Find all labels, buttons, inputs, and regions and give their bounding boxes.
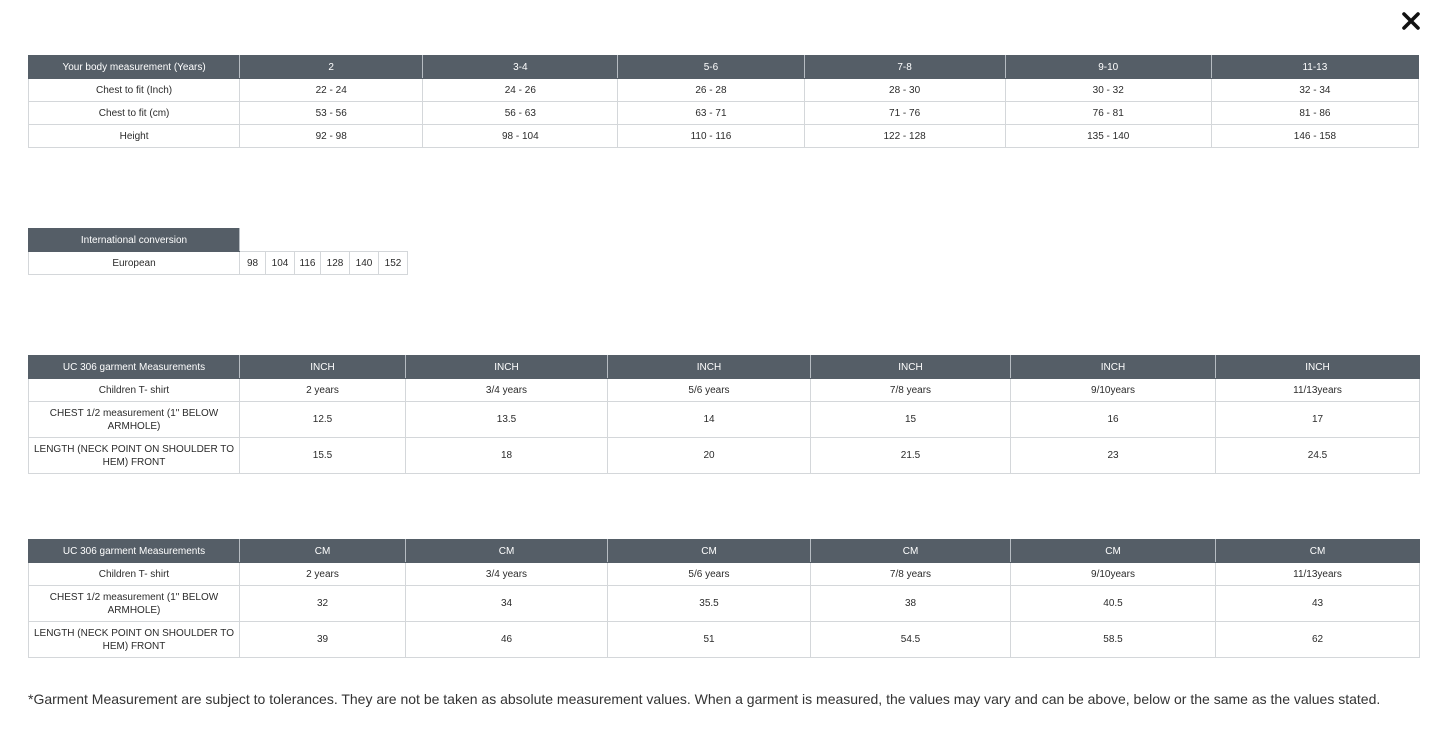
header-cell: 7-8: [804, 56, 1005, 79]
table-cell: 15: [811, 402, 1011, 438]
table-cell: 30 - 32: [1005, 79, 1211, 102]
header-cell: CM: [608, 540, 811, 563]
table-row: [29, 102, 1419, 125]
table-row: [29, 79, 1419, 102]
header-cell: International conversion: [29, 229, 240, 252]
table-cell: 63 - 71: [618, 102, 804, 125]
table-cell: 11/13years: [1216, 379, 1420, 402]
table-cell: 128: [321, 252, 350, 275]
table-row: [29, 379, 1420, 402]
header-cell: 2: [240, 56, 423, 79]
table-cell: 56 - 63: [423, 102, 618, 125]
table-cell: 7/8 years: [811, 379, 1011, 402]
header-cell: INCH: [811, 356, 1011, 379]
table-cell: 35.5: [608, 586, 811, 622]
table-cell: 3/4 years: [406, 379, 608, 402]
table-cell: 32 - 34: [1211, 79, 1418, 102]
table-cell: 53 - 56: [240, 102, 423, 125]
table-cell: 9/10years: [1011, 563, 1216, 586]
garment-inch-table: [28, 355, 1420, 474]
table-cell: 122 - 128: [804, 125, 1005, 148]
row-label: LENGTH (NECK POINT ON SHOULDER TO HEM) FRONT: [29, 622, 240, 658]
header-cell: 5-6: [618, 56, 804, 79]
header-cell: INCH: [608, 356, 811, 379]
tolerance-footnote: *Garment Measurement are subject to tolerances. They are not be taken as absolute measurement values. When a garment is measured, the values may vary and can be above, below or the same as the values stated.: [28, 691, 1381, 707]
table-cell: 2 years: [240, 563, 406, 586]
header-cell: INCH: [406, 356, 608, 379]
table-row: [29, 438, 1420, 474]
table-cell: 13.5: [406, 402, 608, 438]
table-row: [29, 252, 408, 275]
table-cell: 58.5: [1011, 622, 1216, 658]
header-cell: 9-10: [1005, 56, 1211, 79]
header-cell: CM: [1011, 540, 1216, 563]
table-cell: 76 - 81: [1005, 102, 1211, 125]
table-cell: 152: [379, 252, 408, 275]
table-cell: 146 - 158: [1211, 125, 1418, 148]
table-cell: 135 - 140: [1005, 125, 1211, 148]
row-label: Chest to fit (cm): [29, 102, 240, 125]
header-cell: INCH: [1011, 356, 1216, 379]
header-cell: 3-4: [423, 56, 618, 79]
table-cell: 92 - 98: [240, 125, 423, 148]
table-cell: 39: [240, 622, 406, 658]
table-cell: 3/4 years: [406, 563, 608, 586]
close-icon: [1398, 8, 1424, 34]
table-header-row: [29, 56, 1419, 79]
table-cell: 12.5: [240, 402, 406, 438]
table-cell: 98: [240, 252, 266, 275]
table-cell: 116: [295, 252, 321, 275]
row-label: European: [29, 252, 240, 275]
header-cell: Your body measurement (Years): [29, 56, 240, 79]
table-cell: 32: [240, 586, 406, 622]
table-cell: 20: [608, 438, 811, 474]
table-header-row: [29, 356, 1420, 379]
row-label: Height: [29, 125, 240, 148]
table-cell: 54.5: [811, 622, 1011, 658]
table-cell: 15.5: [240, 438, 406, 474]
table-header-row: [29, 540, 1420, 563]
header-cell: INCH: [240, 356, 406, 379]
header-cell: CM: [240, 540, 406, 563]
table-cell: 28 - 30: [804, 79, 1005, 102]
table-cell: 62: [1216, 622, 1420, 658]
header-cell: UC 306 garment Measurements: [29, 540, 240, 563]
table-row: [29, 563, 1420, 586]
table-header-row: [29, 229, 408, 252]
table-cell: 110 - 116: [618, 125, 804, 148]
table-cell: 104: [266, 252, 295, 275]
table-cell: 24.5: [1216, 438, 1420, 474]
table-cell: 38: [811, 586, 1011, 622]
table-cell: 9/10years: [1011, 379, 1216, 402]
row-label: Children T- shirt: [29, 563, 240, 586]
row-label: CHEST 1/2 measurement (1" BELOW ARMHOLE): [29, 586, 240, 622]
table-cell: 5/6 years: [608, 379, 811, 402]
table-row: [29, 402, 1420, 438]
close-button[interactable]: [1398, 8, 1424, 34]
table-cell: 23: [1011, 438, 1216, 474]
table-cell: 43: [1216, 586, 1420, 622]
table-cell: 98 - 104: [423, 125, 618, 148]
table-cell: 22 - 24: [240, 79, 423, 102]
row-label: LENGTH (NECK POINT ON SHOULDER TO HEM) FRONT: [29, 438, 240, 474]
table-row: [29, 622, 1420, 658]
table-cell: 81 - 86: [1211, 102, 1418, 125]
header-cell: CM: [811, 540, 1011, 563]
table-cell: 71 - 76: [804, 102, 1005, 125]
table-cell: 26 - 28: [618, 79, 804, 102]
row-label: Chest to fit (Inch): [29, 79, 240, 102]
table-cell: 2 years: [240, 379, 406, 402]
table-cell: 18: [406, 438, 608, 474]
table-cell: 16: [1011, 402, 1216, 438]
table-cell: 14: [608, 402, 811, 438]
table-cell: 140: [350, 252, 379, 275]
table-row: [29, 586, 1420, 622]
body-measurement-table: [28, 55, 1419, 148]
table-cell: 11/13years: [1216, 563, 1420, 586]
table-cell: 40.5: [1011, 586, 1216, 622]
header-cell: CM: [1216, 540, 1420, 563]
header-cell: UC 306 garment Measurements: [29, 356, 240, 379]
row-label: CHEST 1/2 measurement (1" BELOW ARMHOLE): [29, 402, 240, 438]
table-cell: 21.5: [811, 438, 1011, 474]
table-cell: 7/8 years: [811, 563, 1011, 586]
table-cell: 46: [406, 622, 608, 658]
table-cell: 17: [1216, 402, 1420, 438]
empty-cell: [240, 229, 408, 252]
table-cell: 24 - 26: [423, 79, 618, 102]
table-row: [29, 125, 1419, 148]
header-cell: CM: [406, 540, 608, 563]
header-cell: 11-13: [1211, 56, 1418, 79]
international-conversion-table: [28, 228, 408, 275]
table-cell: 51: [608, 622, 811, 658]
table-cell: 5/6 years: [608, 563, 811, 586]
garment-cm-table: [28, 539, 1420, 658]
row-label: Children T- shirt: [29, 379, 240, 402]
table-cell: 34: [406, 586, 608, 622]
header-cell: INCH: [1216, 356, 1420, 379]
